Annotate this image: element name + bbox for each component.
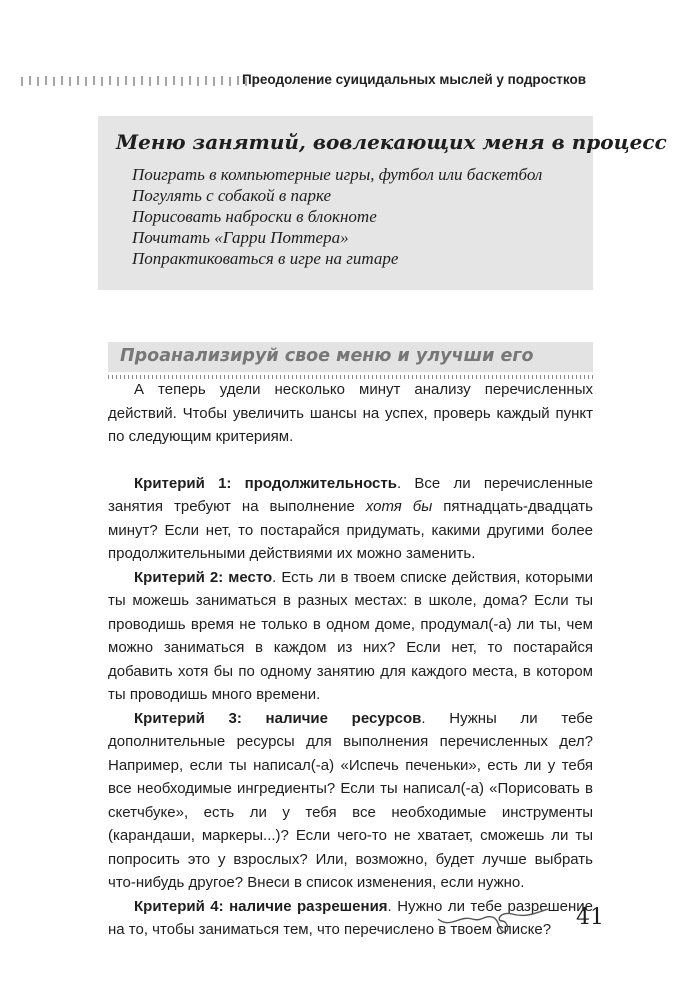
criterion-3-paragraph: Критерий 3: наличие ресурсов. Нужны ли тебе дополнительные ресурсы для выполнения перечисленных дел? Например, если ты написал(-а) «Испечь печеньки», есть ли у тебя все необходимые ингредиенты? Если ты написал(-а) «Порисовать в скетчбуке», есть ли у тебя все необходимые инструменты (карандаши, маркеры...)? Если чего-то не хватает, сможешь ли ты попросить это у взрослых? Или, возможно, будет лучше выбрать что-нибудь другое? Внеси в список изменения, если нужно. xyxy=(108,709,594,891)
criterion-2-label: Критерий 2: место xyxy=(134,568,273,586)
menu-item: Порисовать наброски в блокноте xyxy=(132,207,377,226)
menu-list xyxy=(132,164,542,269)
header-decoration xyxy=(20,74,260,88)
menu-item: Погулять с собакой в парке xyxy=(132,186,332,205)
menu-item: Попрактиковаться в игре на гитаре xyxy=(132,249,399,268)
menu-box xyxy=(98,116,667,290)
menu-title: Меню занятий, вовлекающих меня в процесс xyxy=(116,130,667,154)
criterion-1-label: Критерий 1: продолжительность xyxy=(134,474,397,492)
criterion-4-label: Критерий 4: наличие разрешения xyxy=(134,897,388,915)
section-title: Проанализируй свое меню и улучши его xyxy=(120,346,534,366)
menu-item: Поиграть в компьютерные игры, футбол или баскетбол xyxy=(132,165,543,184)
flourish-ornament xyxy=(436,905,566,945)
intro-paragraph: А теперь удели несколько минут анализу перечисленных действий. Чтобы увеличить шансы на успех, проверь каждый пункт по следующим критериям. xyxy=(108,381,593,445)
body-text xyxy=(108,378,593,942)
page-number: 41 xyxy=(576,905,604,930)
running-header: Преодоление суицидальных мыслей у подростков xyxy=(241,72,586,87)
section-heading-band xyxy=(108,342,593,372)
criterion-2-paragraph: Критерий 2: место. Есть ли в твоем списке действия, которыми ты можешь заниматься в разных местах: в школе, дома? Если ты проводишь время не только в одном доме, продумал(-а) ли ты, чем можно заниматься в каждом из них? Если нет, то постарайся добавить хотя бы по одному занятию для каждого места, в котором ты проводишь много времени. xyxy=(108,568,593,703)
criterion-4-paragraph: Критерий 4: наличие разрешения. Нужно ли тебе разрешение на то, чтобы заниматься тем, что перечислено в твоем списке? xyxy=(108,897,593,938)
criterion-1-paragraph: Критерий 1: продолжительность. Все ли перечисленные занятия требуют на выполнение хотя бы пятнадцать-двадцать минут? Если нет, то постарайся придумать, какими другими более продолжительными действиями их можно заменить. xyxy=(108,474,594,562)
menu-item: Почитать «Гарри Поттера» xyxy=(132,228,349,247)
criterion-3-label: Критерий 3: наличие ресурсов xyxy=(134,709,422,727)
